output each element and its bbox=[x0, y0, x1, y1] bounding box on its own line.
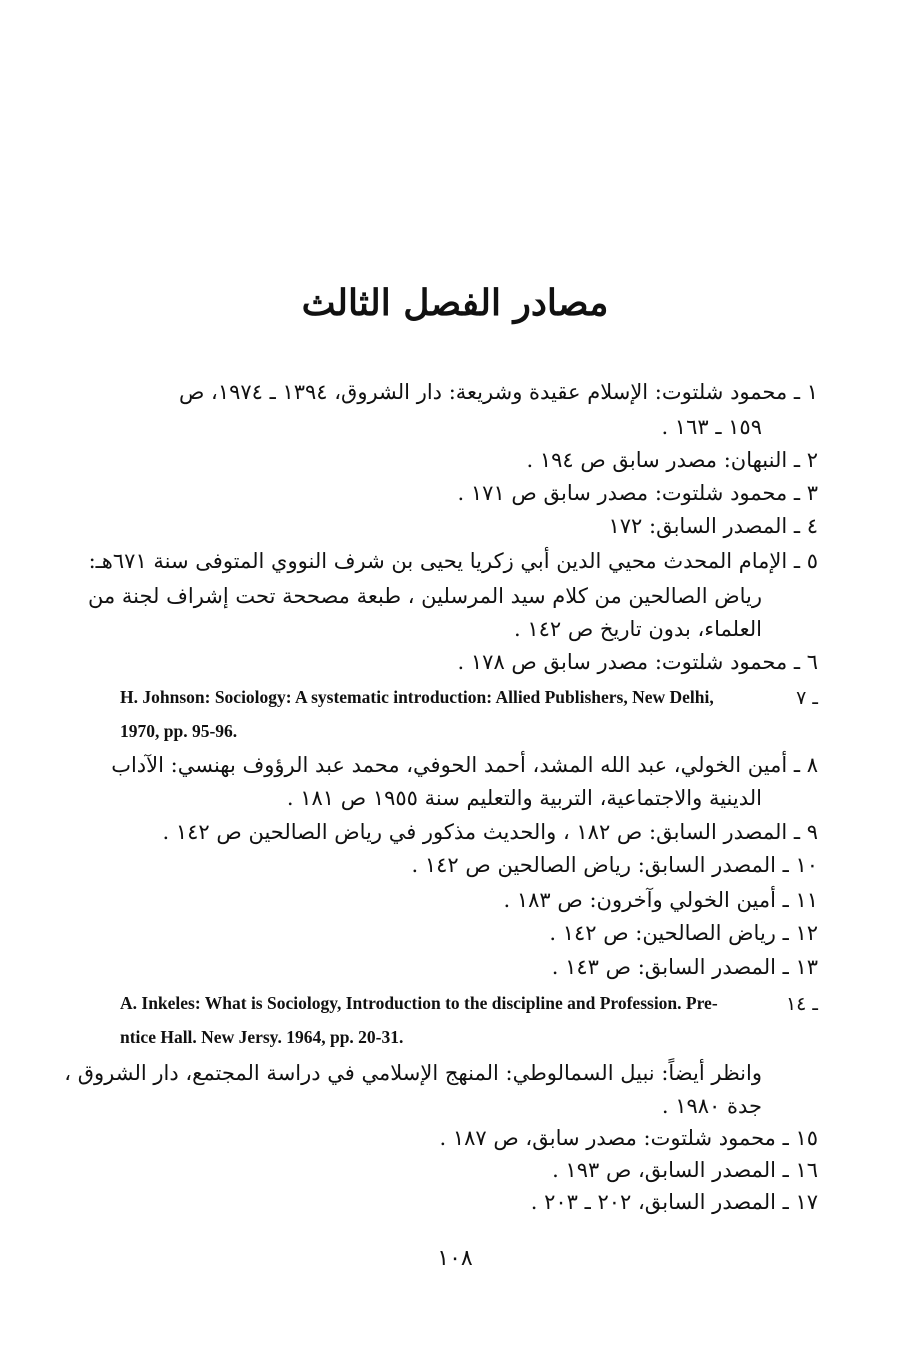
reference-7-number: ـ ٧ bbox=[796, 687, 818, 709]
reference-14-cont: ntice Hall. New Jersy. 1964, pp. 20-31. bbox=[120, 1027, 404, 1047]
reference-11: ١١ ـ أمين الخولي وآخرون: ص ١٨٣ . bbox=[503, 888, 818, 912]
reference-6: ٦ ـ محمود شلتوت: مصدر سابق ص ١٧٨ . bbox=[457, 650, 818, 674]
reference-14-see-also: وانظر أيضاً: نبيل السمالوطي: المنهج الإسلامي في دراسة المجتمع، دار الشروق ، bbox=[64, 1061, 762, 1085]
reference-8: ٨ ـ أمين الخولي، عبد الله المشد، أحمد الحوفي، محمد عبد الرؤوف بهنسي: الآداب bbox=[111, 753, 818, 777]
reference-10: ١٠ ـ المصدر السابق: رياض الصالحين ص ١٤٢ . bbox=[411, 853, 818, 877]
reference-14: A. Inkeles: What is Sociology, Introduction to the discipline and Profession. Pre- bbox=[120, 993, 718, 1013]
reference-4: ٤ ـ المصدر السابق: ١٧٢ bbox=[608, 514, 818, 538]
reference-1: ١ ـ محمود شلتوت: الإسلام عقيدة وشريعة: دار الشروق، ١٣٩٤ ـ ١٩٧٤، ص bbox=[178, 380, 818, 404]
reference-16: ١٦ ـ المصدر السابق، ص ١٩٣ . bbox=[552, 1158, 818, 1182]
reference-8-cont: الدينية والاجتماعية، التربية والتعليم سنة ١٩٥٥ ص ١٨١ . bbox=[286, 786, 762, 810]
page-number: ١٠٨ bbox=[437, 1246, 473, 1271]
reference-17: ١٧ ـ المصدر السابق، ٢٠٢ ـ ٢٠٣ . bbox=[530, 1190, 818, 1214]
reference-14-number: ـ ١٤ bbox=[785, 993, 818, 1015]
reference-5: ٥ ـ الإمام المحدث محيي الدين أبي زكريا يحيى بن شرف النووي المتوفى سنة ٦٧١هـ: bbox=[88, 549, 818, 573]
reference-14-see-also-cont: جدة ١٩٨٠ . bbox=[661, 1094, 762, 1118]
reference-9: ٩ ـ المصدر السابق: ص ١٨٢ ، والحديث مذكور في رياض الصالحين ص ١٤٢ . bbox=[162, 820, 818, 844]
reference-13: ١٣ ـ المصدر السابق: ص ١٤٣ . bbox=[551, 955, 818, 979]
reference-7-cont: 1970, pp. 95-96. bbox=[120, 721, 238, 741]
reference-12: ١٢ ـ رياض الصالحين: ص ١٤٢ . bbox=[549, 921, 818, 945]
reference-2: ٢ ـ النبهان: مصدر سابق ص ١٩٤ . bbox=[526, 448, 818, 472]
chapter-sources-title: مصادر الفصل الثالث bbox=[301, 282, 609, 324]
reference-15: ١٥ ـ محمود شلتوت: مصدر سابق، ص ١٨٧ . bbox=[439, 1126, 818, 1150]
reference-5-cont-2: العلماء، بدون تاريخ ص ١٤٢ . bbox=[513, 617, 762, 641]
reference-3: ٣ ـ محمود شلتوت: مصدر سابق ص ١٧١ . bbox=[457, 481, 818, 505]
reference-5-cont-1: رياض الصالحين من كلام سيد المرسلين ، طبعة مصححة تحت إشراف لجنة من bbox=[87, 584, 762, 608]
reference-1-cont: ١٥٩ ـ ١٦٣ . bbox=[661, 415, 762, 439]
reference-7: H. Johnson: Sociology: A systematic introduction: Allied Publishers, New Delhi, bbox=[120, 687, 714, 707]
